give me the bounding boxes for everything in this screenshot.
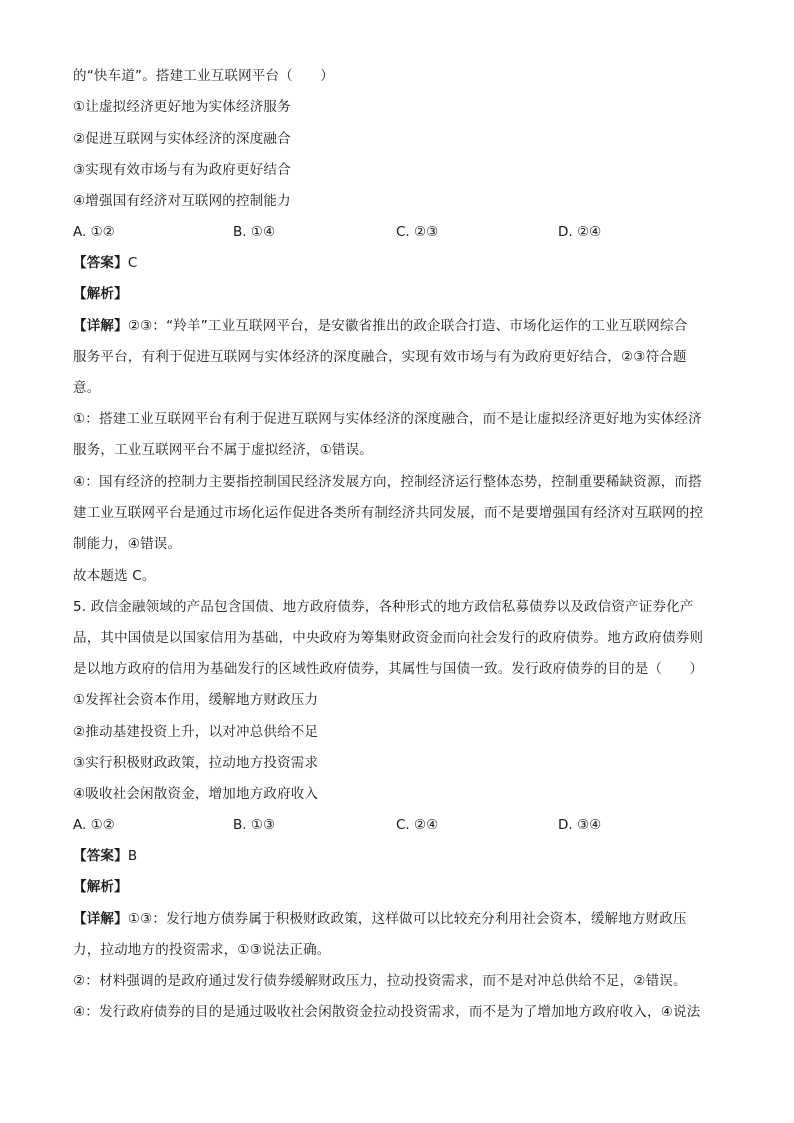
answer-tag: 【答案】 — [73, 255, 128, 271]
q5-stem-line-3: 是以地方政府的信用为基础发行的区域性政府债券，其属性与国债一致。发行政府债券的目的是（ ） — [73, 661, 704, 677]
q5-choice-2: ②推动基建投资上升，以对冲总供给不足 — [73, 724, 319, 740]
q5-answer — [73, 846, 137, 866]
detail-text: ①③：发行地方债券属于积极财政政策，这样做可以比较充分利用社会资本，缓解地方财政压 — [127, 911, 687, 927]
answer-value: B — [127, 848, 138, 864]
answer-tag: 【答案】 — [73, 848, 128, 864]
analysis-tag: 【解析】 — [73, 879, 128, 895]
q5-option-b: B. ①③ — [233, 817, 276, 833]
q4-detail-line-7: 建工业互联网平台是通过市场化运作促进各类所有制经济共同发展，而不是要增强国有经济对互联网的控 — [73, 505, 704, 521]
q4-option-b: B. ①④ — [233, 224, 276, 240]
q4-detail-line-2: 服务平台，有利于促进互联网与实体经济的深度融合，实现有效市场与有为政府更好结合，②③符合题 — [73, 349, 687, 365]
q5-option-d: D. ③④ — [558, 817, 602, 833]
q5-choice-3: ③实行积极财政政策，拉动地方投资需求 — [73, 755, 319, 771]
q4-detail-line-4: ①：搭建工业互联网平台有利于促进互联网与实体经济的深度融合，而不是让虚拟经济更好地为实体经济 — [73, 411, 702, 427]
q4-detail-line-9: 故本题选 C。 — [73, 568, 156, 584]
q4-answer — [73, 253, 137, 273]
q5-choice-4: ④吸收社会闲散资金，增加地方政府收入 — [73, 786, 319, 802]
detail-tag: 【详解】 — [73, 911, 128, 927]
q5-choice-1: ①发挥社会资本作用，缓解地方财政压力 — [73, 692, 319, 708]
q4-detail-line-5: 服务，工业互联网平台不属于虚拟经济，①错误。 — [73, 442, 374, 458]
q4-option-c: C. ②③ — [396, 224, 439, 240]
detail-tag: 【详解】 — [73, 318, 128, 334]
q4-choice-1: ①让虚拟经济更好地为实体经济服务 — [73, 99, 291, 115]
q5-detail-line-4: ④：发行政府债券的目的是通过吸收社会闲散资金拉动投资需求，而不是为了增加地方政府收入，④说法 — [73, 1004, 701, 1020]
q5-option-c: C. ②④ — [396, 817, 439, 833]
q4-detail-line-1 — [73, 316, 687, 336]
q5-stem-line-1: 5. 政信金融领域的产品包含国债、地方政府债券，各种形式的地方政信私募债券以及政信资产证券化产 — [73, 599, 694, 615]
q5-detail-line-3: ②：材料强调的是政府通过发行债券缓解财政压力，拉动投资需求，而不是对冲总供给不足，②错误。 — [73, 973, 687, 989]
q4-choice-3: ③实现有效市场与有为政府更好结合 — [73, 162, 291, 178]
q5-option-a: A. ①② — [73, 817, 115, 833]
q4-choice-4: ④增强国有经济对互联网的控制能力 — [73, 193, 291, 209]
q5-detail-line-1 — [73, 909, 687, 929]
q5-stem-line-2: 品，其中国债是以国家信用为基础，中央政府为筹集财政资金而向社会发行的政府债券。地方政府债券则 — [73, 630, 704, 646]
q4-option-d: D. ②④ — [558, 224, 602, 240]
q4-stem: 的“快车道”。搭建工业互联网平台（ ） — [73, 68, 334, 84]
q4-detail-line-6: ④：国有经济的控制力主要指控制国民经济发展方向，控制经济运行整体态势，控制重要稀缺资源，而搭 — [73, 474, 702, 490]
q4-option-a: A. ①② — [73, 224, 115, 240]
answer-value: C — [127, 255, 138, 271]
q4-detail-line-8: 制能力，④错误。 — [73, 536, 182, 552]
q5-detail-line-2: 力，拉动地方的投资需求，①③说法正确。 — [73, 942, 331, 958]
analysis-tag: 【解析】 — [73, 286, 128, 302]
q5-analysis-tag — [73, 877, 128, 897]
q4-choice-2: ②促进互联网与实体经济的深度融合 — [73, 131, 291, 147]
q4-detail-line-3: 意。 — [73, 380, 101, 396]
detail-text: ②③：“羚羊”工业互联网平台，是安徽省推出的政企联合打造、市场化运作的工业互联网综合 — [127, 318, 688, 334]
q4-analysis-tag — [73, 284, 128, 304]
